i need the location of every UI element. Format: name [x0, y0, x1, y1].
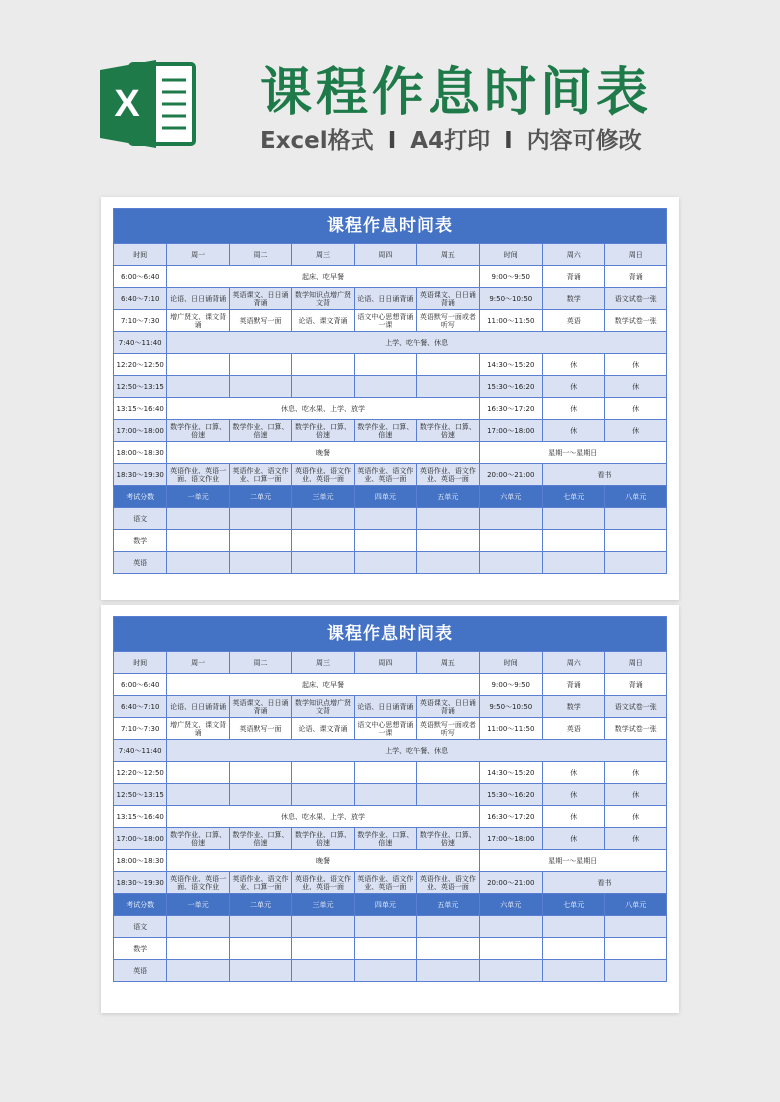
schedule-table: [113, 208, 667, 574]
sheet-title: 课程作息时间表: [114, 209, 667, 244]
header-cell: 周六: [543, 652, 605, 674]
weekend-time-cell: 14:30～15:20: [479, 762, 542, 784]
sunday-cell[interactable]: 休: [605, 420, 667, 442]
exam-header-row: [114, 894, 667, 916]
weekend-span-cell: 星期一～星期日: [479, 442, 666, 464]
exam-subject-cell: 数学: [114, 530, 167, 552]
exam-subject-cell: 英语: [114, 960, 167, 982]
weekend-time-cell: 17:00～18:00: [479, 420, 542, 442]
score-cell[interactable]: [229, 916, 291, 938]
activity-span-cell: 晚餐: [167, 850, 479, 872]
excel-icon: [100, 58, 198, 150]
activity-span-cell: 休息、吃水果、上学、放学: [167, 806, 479, 828]
exam-subject-cell: 数学: [114, 938, 167, 960]
score-cell[interactable]: [292, 960, 354, 982]
weekday-cell[interactable]: [417, 376, 479, 398]
exam-header-cell: 一单元: [167, 894, 229, 916]
weekday-cell[interactable]: 英语作业、语文作业、英语一面: [354, 464, 416, 486]
weekday-cell[interactable]: 数学作业、口算、倍速: [354, 420, 416, 442]
weekday-cell[interactable]: 论语、课文背诵: [292, 310, 354, 332]
weekday-cell[interactable]: [229, 376, 291, 398]
time-cell: 12:50～13:15: [114, 784, 167, 806]
exam-header-cell: 八单元: [605, 894, 667, 916]
time-cell: 6:40～7:10: [114, 288, 167, 310]
score-cell[interactable]: [543, 938, 605, 960]
weekday-cell[interactable]: 英语作业、语文作业、英语一面: [354, 872, 416, 894]
score-cell[interactable]: [292, 508, 354, 530]
schedule-sheet-1: [101, 197, 679, 600]
weekend-time-cell: 9:00～9:50: [479, 266, 542, 288]
weekday-cell[interactable]: [229, 762, 291, 784]
saturday-cell[interactable]: 背诵: [543, 266, 605, 288]
sunday-cell[interactable]: 语文试卷一张: [605, 288, 667, 310]
header-cell: 周日: [605, 652, 667, 674]
weekday-cell[interactable]: 论语、日日诵背诵: [354, 288, 416, 310]
time-cell: 6:40～7:10: [114, 696, 167, 718]
schedule-table: [113, 616, 667, 982]
schedule-row: [114, 354, 667, 376]
exam-header-cell: 六单元: [479, 894, 542, 916]
weekend-time-cell: 9:00～9:50: [479, 674, 542, 696]
weekday-cell[interactable]: 英语作业、语文作业、英语一面: [417, 872, 479, 894]
exam-header-cell: 七单元: [543, 486, 605, 508]
score-cell[interactable]: [292, 916, 354, 938]
score-cell[interactable]: [167, 938, 229, 960]
schedule-row: [114, 442, 667, 464]
saturday-cell[interactable]: 休: [543, 376, 605, 398]
score-cell[interactable]: [167, 530, 229, 552]
header-cell: 时间: [479, 244, 542, 266]
weekday-cell[interactable]: 英语作业、英语一面、语文作业: [167, 872, 229, 894]
activity-span-cell: 休息、吃水果、上学、放学: [167, 398, 479, 420]
weekend-time-cell: 16:30～17:20: [479, 398, 542, 420]
weekend-time-cell: 11:00～11:50: [479, 718, 542, 740]
weekend-time-cell: 20:00～21:00: [479, 872, 542, 894]
header-cell: 周五: [417, 652, 479, 674]
sunday-cell[interactable]: 休: [605, 354, 667, 376]
score-cell[interactable]: [605, 916, 667, 938]
weekday-cell[interactable]: 数学作业、口算、倍速: [354, 828, 416, 850]
weekday-cell[interactable]: 英语作业、语文作业、英语一面: [417, 464, 479, 486]
weekday-cell[interactable]: [167, 784, 229, 806]
score-cell[interactable]: [543, 508, 605, 530]
title-row: [114, 209, 667, 244]
schedule-row: [114, 420, 667, 442]
sunday-cell[interactable]: 休: [605, 806, 667, 828]
time-cell: 6:00～6:40: [114, 266, 167, 288]
activity-span-cell: 晚餐: [167, 442, 479, 464]
time-cell: 7:40～11:40: [114, 332, 167, 354]
score-cell[interactable]: [605, 960, 667, 982]
weekend-time-cell: 17:00～18:00: [479, 828, 542, 850]
weekday-cell[interactable]: 英语作业、语文作业、口算一面: [229, 464, 291, 486]
score-cell[interactable]: [167, 508, 229, 530]
weekday-cell[interactable]: 英语默写一面或者听写: [417, 310, 479, 332]
weekday-cell[interactable]: [292, 784, 354, 806]
weekday-cell[interactable]: [417, 354, 479, 376]
exam-header-cell: 五单元: [417, 486, 479, 508]
schedule-row: [114, 398, 667, 420]
title-row: [114, 617, 667, 652]
subtitle-format: Excel格式: [260, 128, 374, 154]
weekday-cell[interactable]: 增广贤文、课文背诵: [167, 718, 229, 740]
exam-header-cell: 考试分数: [114, 486, 167, 508]
subtitle-editable: 内容可修改: [526, 128, 642, 154]
score-cell[interactable]: [167, 960, 229, 982]
exam-header-cell: 六单元: [479, 486, 542, 508]
score-cell[interactable]: [479, 960, 542, 982]
weekend-time-cell: 15:30～16:20: [479, 376, 542, 398]
time-cell: 18:00～18:30: [114, 442, 167, 464]
time-cell: 12:20～12:50: [114, 762, 167, 784]
exam-header-cell: 考试分数: [114, 894, 167, 916]
weekday-cell[interactable]: 增广贤文、课文背诵: [167, 310, 229, 332]
saturday-cell[interactable]: 休: [543, 398, 605, 420]
score-cell[interactable]: [479, 916, 542, 938]
score-cell[interactable]: [605, 552, 667, 574]
score-cell[interactable]: [167, 552, 229, 574]
sheet-title: 课程作息时间表: [114, 617, 667, 652]
weekday-cell[interactable]: 语文中心思想背诵一课: [354, 718, 416, 740]
hero-banner: [0, 0, 780, 190]
time-cell: 13:15～16:40: [114, 806, 167, 828]
weekday-cell[interactable]: [292, 762, 354, 784]
saturday-cell[interactable]: 休: [543, 806, 605, 828]
time-cell: 18:30～19:30: [114, 464, 167, 486]
sunday-cell[interactable]: 休: [605, 376, 667, 398]
score-cell[interactable]: [605, 508, 667, 530]
saturday-cell[interactable]: 背诵: [543, 674, 605, 696]
weekday-cell[interactable]: 英语课文、日日诵背诵: [417, 696, 479, 718]
weekday-cell[interactable]: 数学作业、口算、倍速: [229, 420, 291, 442]
schedule-row: [114, 266, 667, 288]
header-cell: 时间: [479, 652, 542, 674]
weekday-cell[interactable]: 论语、日日诵背诵: [354, 696, 416, 718]
score-cell[interactable]: [292, 552, 354, 574]
score-cell[interactable]: [479, 508, 542, 530]
time-cell: 18:30～19:30: [114, 872, 167, 894]
score-cell[interactable]: [167, 916, 229, 938]
score-cell[interactable]: [605, 530, 667, 552]
score-cell[interactable]: [543, 916, 605, 938]
schedule-row: [114, 850, 667, 872]
header-cell: 时间: [114, 652, 167, 674]
weekday-cell[interactable]: [167, 762, 229, 784]
header-cell: 周三: [292, 244, 354, 266]
schedule-row: [114, 674, 667, 696]
weekday-cell[interactable]: [354, 762, 416, 784]
exam-header-cell: 三单元: [292, 486, 354, 508]
score-cell[interactable]: [354, 552, 416, 574]
time-cell: 7:10～7:30: [114, 310, 167, 332]
weekend-span-cell: 星期一～星期日: [479, 850, 666, 872]
time-cell: 17:00～18:00: [114, 420, 167, 442]
weekday-cell[interactable]: [354, 376, 416, 398]
sunday-cell[interactable]: 数学试卷一张: [605, 718, 667, 740]
schedule-row: [114, 784, 667, 806]
time-cell: 6:00～6:40: [114, 674, 167, 696]
score-cell[interactable]: [417, 916, 479, 938]
weekday-cell[interactable]: 英语默写一面: [229, 718, 291, 740]
schedule-row: [114, 288, 667, 310]
schedule-row: [114, 696, 667, 718]
score-cell[interactable]: [229, 938, 291, 960]
schedule-row: [114, 332, 667, 354]
score-cell[interactable]: [543, 960, 605, 982]
weekend-time-cell: 9:50～10:50: [479, 696, 542, 718]
score-cell[interactable]: [543, 552, 605, 574]
weekday-cell[interactable]: 英语默写一面: [229, 310, 291, 332]
time-cell: 7:10～7:30: [114, 718, 167, 740]
header-cell: 周四: [354, 244, 416, 266]
weekend-time-cell: 20:00～21:00: [479, 464, 542, 486]
weekday-cell[interactable]: 英语课文、日日诵背诵: [229, 288, 291, 310]
score-cell[interactable]: [229, 552, 291, 574]
score-cell[interactable]: [292, 938, 354, 960]
exam-row: [114, 508, 667, 530]
weekday-cell[interactable]: 数学作业、口算、倍速: [417, 420, 479, 442]
sunday-cell[interactable]: 背诵: [605, 674, 667, 696]
header-cell: 周一: [167, 652, 229, 674]
saturday-cell[interactable]: 休: [543, 784, 605, 806]
header-cell: 周六: [543, 244, 605, 266]
time-cell: 12:50～13:15: [114, 376, 167, 398]
sunday-cell[interactable]: 数学试卷一张: [605, 310, 667, 332]
score-cell[interactable]: [543, 530, 605, 552]
header-cell: 周日: [605, 244, 667, 266]
schedule-row: [114, 762, 667, 784]
time-cell: 13:15～16:40: [114, 398, 167, 420]
header-cell: 周二: [229, 244, 291, 266]
score-cell[interactable]: [354, 938, 416, 960]
exam-row: [114, 552, 667, 574]
activity-span-cell: 上学、吃午餐、休息: [167, 332, 667, 354]
schedule-row: [114, 806, 667, 828]
exam-row: [114, 530, 667, 552]
weekday-cell[interactable]: 语文中心思想背诵一课: [354, 310, 416, 332]
exam-row: [114, 960, 667, 982]
weekday-cell[interactable]: 英语课文、日日诵背诵: [417, 288, 479, 310]
weekday-cell[interactable]: 数学作业、口算、倍速: [417, 828, 479, 850]
activity-span-cell: 起床、吃早餐: [167, 266, 479, 288]
exam-header-cell: 二单元: [229, 486, 291, 508]
header-cell: 周四: [354, 652, 416, 674]
score-cell[interactable]: [417, 552, 479, 574]
weekday-cell[interactable]: 英语作业、语文作业、口算一面: [229, 872, 291, 894]
weekday-cell[interactable]: [354, 354, 416, 376]
score-cell[interactable]: [354, 960, 416, 982]
exam-header-cell: 四单元: [354, 894, 416, 916]
weekday-cell[interactable]: 论语、日日诵背诵: [167, 288, 229, 310]
schedule-sheet-2: [101, 605, 679, 1013]
saturday-cell[interactable]: 休: [543, 420, 605, 442]
weekday-cell[interactable]: 数学知识点增广贤文背: [292, 696, 354, 718]
schedule-row: [114, 464, 667, 486]
score-cell[interactable]: [479, 530, 542, 552]
header-cell: 周三: [292, 652, 354, 674]
weekday-cell[interactable]: 数学作业、口算、倍速: [167, 828, 229, 850]
score-cell[interactable]: [229, 530, 291, 552]
saturday-cell[interactable]: 休: [543, 762, 605, 784]
subtitle-print: A4打印: [410, 128, 491, 154]
exam-subject-cell: 英语: [114, 552, 167, 574]
weekday-cell[interactable]: 数学知识点增广贤文背: [292, 288, 354, 310]
score-cell[interactable]: [229, 960, 291, 982]
weekday-cell[interactable]: 英语作业、英语一面、语文作业: [167, 464, 229, 486]
score-cell[interactable]: [417, 530, 479, 552]
score-cell[interactable]: [354, 530, 416, 552]
weekend-time-cell: 11:00～11:50: [479, 310, 542, 332]
schedule-row: [114, 740, 667, 762]
weekday-cell[interactable]: 英语作业、语文作业、英语一面: [292, 464, 354, 486]
weekend-time-cell: 14:30～15:20: [479, 354, 542, 376]
hero-title: 课程作息时间表: [260, 63, 653, 123]
sunday-cell[interactable]: 休: [605, 784, 667, 806]
exam-subject-cell: 语文: [114, 916, 167, 938]
sunday-cell[interactable]: 休: [605, 762, 667, 784]
exam-row: [114, 916, 667, 938]
weekday-cell[interactable]: [167, 376, 229, 398]
weekday-cell[interactable]: 数学作业、口算、倍速: [292, 420, 354, 442]
exam-header-cell: 八单元: [605, 486, 667, 508]
saturday-cell[interactable]: 数学: [543, 288, 605, 310]
activity-span-cell: 起床、吃早餐: [167, 674, 479, 696]
schedule-row: [114, 872, 667, 894]
weekday-cell[interactable]: 英语默写一面或者听写: [417, 718, 479, 740]
schedule-row: [114, 310, 667, 332]
weekday-cell[interactable]: 论语、日日诵背诵: [167, 696, 229, 718]
exam-row: [114, 938, 667, 960]
weekend-time-cell: 16:30～17:20: [479, 806, 542, 828]
header-row: [114, 652, 667, 674]
weekend-time-cell: 15:30～16:20: [479, 784, 542, 806]
score-cell[interactable]: [479, 552, 542, 574]
exam-header-cell: 一单元: [167, 486, 229, 508]
weekday-cell[interactable]: 数学作业、口算、倍速: [229, 828, 291, 850]
weekday-cell[interactable]: [167, 354, 229, 376]
schedule-row: [114, 828, 667, 850]
header-cell: 周二: [229, 652, 291, 674]
weekday-cell[interactable]: 论语、课文背诵: [292, 718, 354, 740]
sunday-cell[interactable]: 休: [605, 398, 667, 420]
time-cell: 17:00～18:00: [114, 828, 167, 850]
weekend-time-cell: 9:50～10:50: [479, 288, 542, 310]
exam-header-row: [114, 486, 667, 508]
subtitle-separator: I: [387, 128, 397, 154]
schedule-row: [114, 376, 667, 398]
score-cell[interactable]: [229, 508, 291, 530]
weekday-cell[interactable]: [292, 354, 354, 376]
weekday-cell[interactable]: [417, 784, 479, 806]
score-cell[interactable]: [354, 508, 416, 530]
weekday-cell[interactable]: [292, 376, 354, 398]
saturday-cell[interactable]: 休: [543, 354, 605, 376]
header-cell: 时间: [114, 244, 167, 266]
exam-header-cell: 五单元: [417, 894, 479, 916]
saturday-cell[interactable]: 英语: [543, 718, 605, 740]
weekday-cell[interactable]: 英语课文、日日诵背诵: [229, 696, 291, 718]
header-cell: 周一: [167, 244, 229, 266]
header-cell: 周五: [417, 244, 479, 266]
sunday-cell[interactable]: 休: [605, 828, 667, 850]
sunday-cell[interactable]: 背诵: [605, 266, 667, 288]
weekday-cell[interactable]: [417, 762, 479, 784]
weekday-cell[interactable]: [354, 784, 416, 806]
schedule-row: [114, 718, 667, 740]
score-cell[interactable]: [479, 938, 542, 960]
exam-header-cell: 二单元: [229, 894, 291, 916]
score-cell[interactable]: [605, 938, 667, 960]
time-cell: 7:40～11:40: [114, 740, 167, 762]
exam-header-cell: 七单元: [543, 894, 605, 916]
sunday-cell[interactable]: 语文试卷一张: [605, 696, 667, 718]
weekday-cell[interactable]: [229, 784, 291, 806]
score-cell[interactable]: [417, 508, 479, 530]
weekend-span-cell: 看书: [543, 872, 667, 894]
weekday-cell[interactable]: [229, 354, 291, 376]
time-cell: 12:20～12:50: [114, 354, 167, 376]
time-cell: 18:00～18:30: [114, 850, 167, 872]
exam-header-cell: 三单元: [292, 894, 354, 916]
weekend-span-cell: 看书: [543, 464, 667, 486]
score-cell[interactable]: [417, 938, 479, 960]
exam-header-cell: 四单元: [354, 486, 416, 508]
activity-span-cell: 上学、吃午餐、休息: [167, 740, 667, 762]
header-row: [114, 244, 667, 266]
score-cell[interactable]: [292, 530, 354, 552]
exam-subject-cell: 语文: [114, 508, 167, 530]
saturday-cell[interactable]: 英语: [543, 310, 605, 332]
hero-subtitle: [260, 122, 642, 155]
score-cell[interactable]: [354, 916, 416, 938]
saturday-cell[interactable]: 休: [543, 828, 605, 850]
weekday-cell[interactable]: 数学作业、口算、倍速: [292, 828, 354, 850]
weekday-cell[interactable]: 英语作业、语文作业、英语一面: [292, 872, 354, 894]
saturday-cell[interactable]: 数学: [543, 696, 605, 718]
score-cell[interactable]: [417, 960, 479, 982]
svg-text:X: X: [114, 83, 140, 125]
weekday-cell[interactable]: 数学作业、口算、倍速: [167, 420, 229, 442]
subtitle-separator: I: [504, 128, 513, 154]
